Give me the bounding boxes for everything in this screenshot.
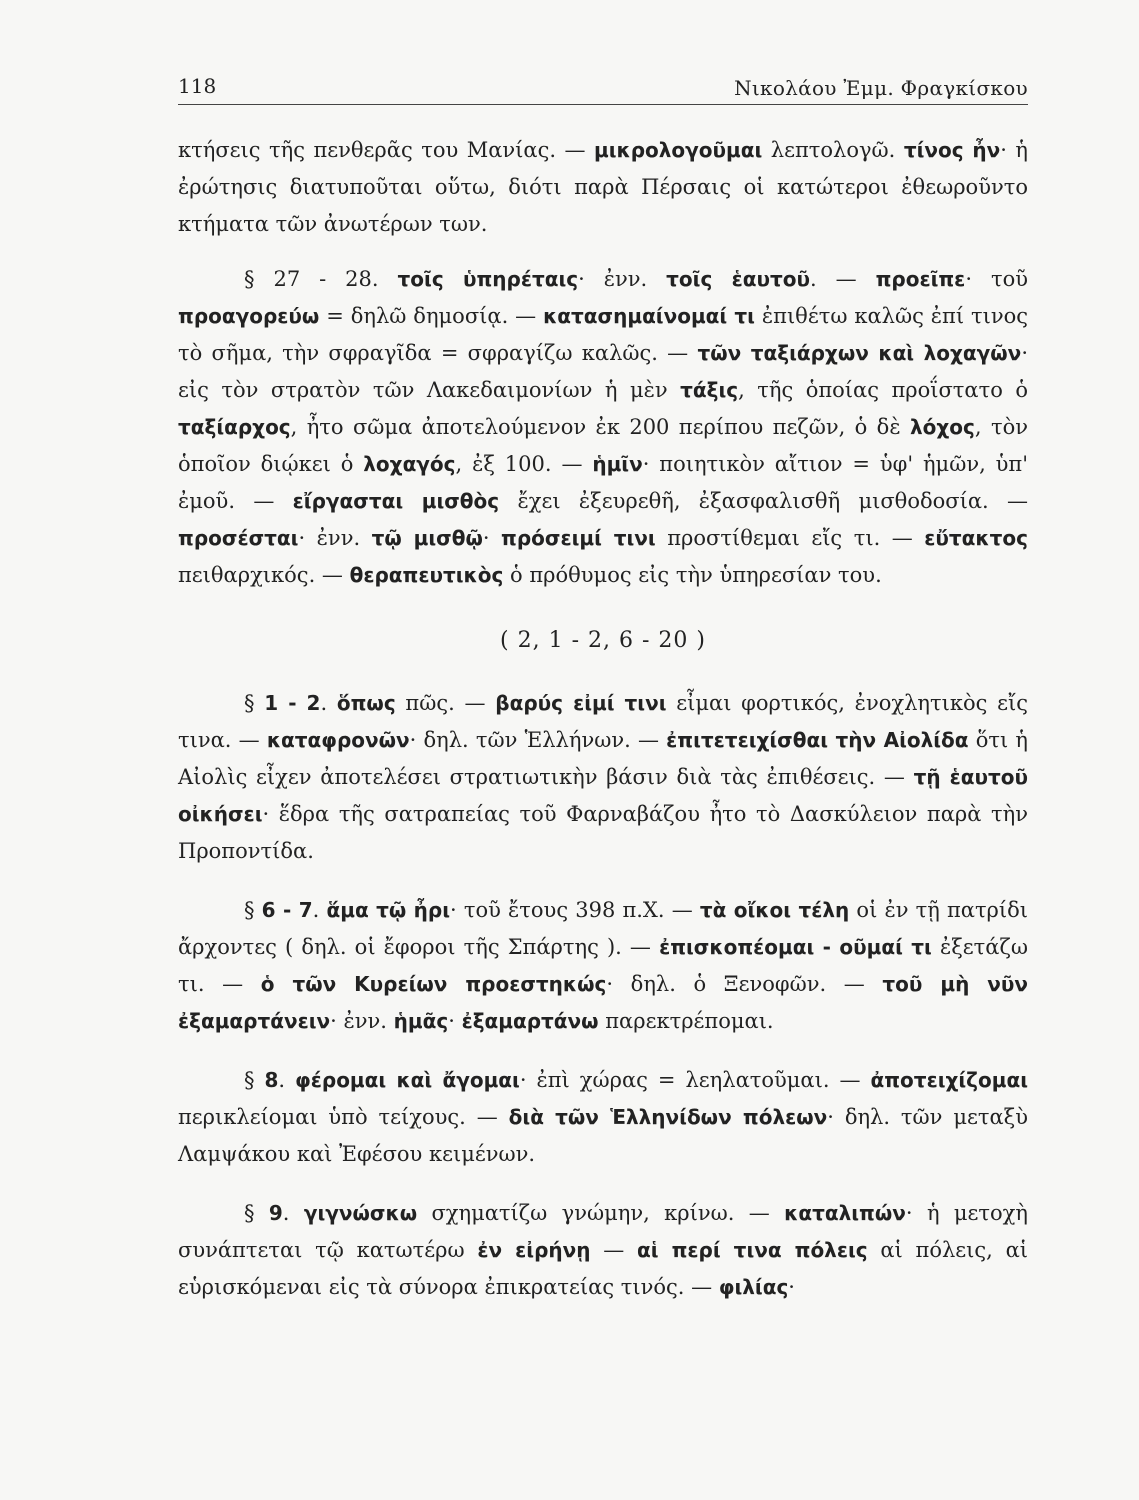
lemma-term: τοῖς ἑαυτοῦ bbox=[666, 267, 810, 291]
gloss-text: § 27 - 28. bbox=[244, 267, 398, 291]
gloss-text: . bbox=[312, 898, 327, 922]
lemma-term: φιλίας bbox=[718, 1275, 789, 1299]
gloss-text: , ἐξ 100. — bbox=[455, 452, 593, 476]
lemma-term: τοῦ μὴ νῦν ἐξαμαρτάνειν bbox=[178, 972, 1028, 1033]
lemma-term: τάξις bbox=[680, 378, 739, 402]
lemma-term: 1 - 2 bbox=[264, 691, 321, 715]
gloss-text: πῶς. — bbox=[395, 691, 496, 715]
lemma-term: προαγορεύω bbox=[178, 304, 320, 328]
lemma-term: καταφρονῶν bbox=[266, 728, 410, 752]
lemma-term: λοχαγός bbox=[363, 452, 456, 476]
gloss-text: ἐξετάζω τι. — bbox=[178, 935, 1028, 996]
gloss-text: ὁ πρόθυμος εἰς τὴν ὑπηρεσίαν του. bbox=[503, 563, 882, 587]
gloss-text: · ἐνν. bbox=[330, 1009, 394, 1033]
gloss-text: · εἰς τὸν στρατὸν τῶν Λακεδαιμονίων ἡ μὲν bbox=[178, 341, 1028, 402]
lemma-term: θεραπευτικὸς bbox=[349, 563, 504, 587]
running-title: Νικολάου Ἐμμ. Φραγκίσκου bbox=[734, 76, 1028, 100]
gloss-text: · ἐνν. bbox=[298, 526, 372, 550]
gloss-text: , τὸν ὁποῖον διῴκει ὁ bbox=[178, 415, 1028, 476]
lemma-term: ἐξαμαρτάνω bbox=[461, 1009, 599, 1033]
gloss-text: § bbox=[244, 691, 265, 715]
gloss-text: κτήσεις τῆς πενθερᾶς του Μανίας. — bbox=[178, 138, 594, 162]
lemma-term: τὰ οἴκοι τέλη bbox=[699, 898, 850, 922]
gloss-text: · ἡ ἐρώτησις διατυποῦται οὕτω, διότι παρὰ Πέρσαις οἱ κατώτεροι ἐθεωροῦντο κτήματα τῶν ἀνωτέρων των. bbox=[178, 138, 1028, 236]
gloss-text: ὅτι ἡ Αἰολὶς εἶχεν ἀποτελέσει στρατιωτικὴν βάσιν διὰ τὰς ἐπιθέσεις. — bbox=[178, 728, 1028, 789]
gloss-text: · ἡ μετοχὴ συνάπτεται τῷ κατωτέρω bbox=[178, 1201, 1028, 1262]
lemma-term: ὅπως bbox=[336, 691, 396, 715]
lemma-term: ταξίαρχος bbox=[178, 415, 291, 439]
gloss-text: αἱ πόλεις, αἱ εὑρισκόμεναι εἰς τὰ σύνορα ἐπικρατείας τινός. — bbox=[178, 1238, 1028, 1299]
gloss-text: οἱ ἐν τῇ πατρίδι ἄρχοντες ( δηλ. οἱ ἔφοροι τῆς Σπάρτης ). — bbox=[178, 898, 1029, 959]
gloss-text: προστίθεμαι εἴς τι. — bbox=[655, 526, 925, 550]
lemma-term: πρόσειμί τινι bbox=[501, 526, 656, 550]
commentary-paragraph bbox=[178, 261, 1028, 594]
gloss-text: . bbox=[320, 691, 337, 715]
gloss-text: λεπτολογῶ. bbox=[762, 138, 904, 162]
gloss-text: § bbox=[244, 898, 262, 922]
gloss-text: , τῆς ὁποίας προΐστατο ὁ bbox=[738, 378, 1028, 402]
gloss-text: · ἐνν. bbox=[578, 267, 667, 291]
gloss-text: § bbox=[244, 1201, 269, 1225]
gloss-text: = δηλῶ δημοσίᾳ. — bbox=[319, 304, 544, 328]
gloss-text: · ἐπὶ χώρας = λεηλατοῦμαι. — bbox=[519, 1068, 871, 1092]
gloss-text: σχηματίζω γνώμην, κρίνω. — bbox=[417, 1201, 785, 1225]
gloss-text: · τοῦ bbox=[965, 267, 1028, 291]
gloss-text: · δηλ. ὁ Ξενοφῶν. — bbox=[606, 972, 883, 996]
gloss-text: . — bbox=[809, 267, 876, 291]
commentary-paragraph bbox=[178, 1195, 1028, 1306]
lemma-term: ἅμα τῷ ἦρι bbox=[326, 898, 451, 922]
lemma-term: μικρολογοῦμαι bbox=[594, 138, 763, 162]
gloss-text: πειθαρχικός. — bbox=[178, 563, 350, 587]
commentary-paragraph bbox=[178, 132, 1028, 243]
gloss-text: · ποιητικὸν αἴτιον = ὑφ' ἡμῶν, ὑπ' ἐμοῦ. — bbox=[178, 452, 1028, 513]
lemma-term: ὁ τῶν Κυρείων προεστηκώς bbox=[260, 972, 607, 996]
gloss-text: · τοῦ ἔτους 398 π.Χ. — bbox=[450, 898, 700, 922]
commentary-body bbox=[178, 132, 1028, 1306]
lemma-term: ἀποτειχίζομαι bbox=[870, 1068, 1028, 1092]
gloss-text: · bbox=[482, 526, 502, 550]
lemma-term: προεῖπε bbox=[875, 267, 966, 291]
gloss-text: , ἦτο σῶμα ἀποτελούμενον ἐκ 200 περίπου πεζῶν, ὁ δὲ bbox=[290, 415, 910, 439]
lemma-term: αἱ περί τινα πόλεις bbox=[637, 1238, 868, 1262]
lemma-term: τῶν ταξιάρχων καὶ λοχαγῶν bbox=[697, 341, 1022, 365]
gloss-text: . bbox=[278, 1068, 296, 1092]
lemma-term: καταλιπών bbox=[784, 1201, 906, 1225]
gloss-text: · bbox=[448, 1009, 462, 1033]
lemma-term: εἴργασται μισθὸς bbox=[292, 489, 500, 513]
lemma-term: ἡμᾶς bbox=[393, 1009, 449, 1033]
gloss-text: — bbox=[590, 1238, 638, 1262]
commentary-paragraph bbox=[178, 685, 1028, 870]
lemma-term: γιγνώσκω bbox=[303, 1201, 418, 1225]
page-header bbox=[178, 70, 1028, 110]
lemma-term: βαρύς εἰμί τινι bbox=[495, 691, 667, 715]
gloss-text: · ἕδρα τῆς σατραπείας τοῦ Φαρναβάζου ἦτο τὸ Δασκύλειον παρὰ τὴν Προποντίδα. bbox=[178, 802, 1028, 863]
lemma-term: τίνος ἦν bbox=[903, 138, 1001, 162]
commentary-paragraph bbox=[178, 1062, 1028, 1173]
lemma-term: 8 bbox=[264, 1068, 279, 1092]
gloss-text: παρεκτρέπομαι. bbox=[598, 1009, 774, 1033]
gloss-text: ἐπιθέτω καλῶς ἐπί τινος τὸ σῆμα, τὴν σφραγῖδα = σφραγίζω καλῶς. — bbox=[178, 304, 1028, 365]
gloss-text: · δηλ. τῶν μεταξὺ Λαμψάκου καὶ Ἐφέσου κειμένων. bbox=[178, 1105, 1029, 1166]
gloss-text: . bbox=[282, 1201, 304, 1225]
section-heading: ( 2, 1 - 2, 6 - 20 ) bbox=[500, 628, 706, 653]
lemma-term: ἐπιτετειχίσθαι τὴν Αἰολίδα bbox=[666, 728, 969, 752]
lemma-term: τῇ ἑαυτοῦ οἰκήσει bbox=[178, 765, 1028, 826]
gloss-text: εἶμαι φορτικός, ἐνοχλητικὸς εἴς τινα. — bbox=[178, 691, 1028, 752]
lemma-term: εὔτακτος bbox=[924, 526, 1028, 550]
lemma-term: ἐπισκοπέομαι - οῦμαί τι bbox=[659, 935, 932, 959]
lemma-term: ἡμῖν bbox=[592, 452, 643, 476]
gloss-text: · δηλ. τῶν Ἑλλήνων. — bbox=[409, 728, 667, 752]
lemma-term: τοῖς ὑπηρέταις bbox=[397, 267, 579, 291]
header-rule bbox=[178, 104, 1028, 105]
lemma-term: τῷ μισθῷ bbox=[371, 526, 483, 550]
lemma-term: προσέσται bbox=[178, 526, 299, 550]
gloss-text: ἔχει ἐξευρεθῆ, ἐξασφαλισθῆ μισθοδοσία. — bbox=[499, 489, 1028, 513]
lemma-term: λόχος bbox=[909, 415, 975, 439]
gloss-text: · bbox=[788, 1275, 795, 1299]
lemma-term: ἐν εἰρήνῃ bbox=[477, 1238, 591, 1262]
page-number: 118 bbox=[178, 74, 217, 98]
lemma-term: διὰ τῶν Ἑλληνίδων πόλεων bbox=[508, 1105, 828, 1129]
lemma-term: 6 - 7 bbox=[261, 898, 313, 922]
gloss-text: § bbox=[244, 1068, 265, 1092]
commentary-paragraph bbox=[178, 892, 1028, 1040]
lemma-term: κατασημαίνομαί τι bbox=[543, 304, 755, 328]
gloss-text: περικλείομαι ὑπὸ τείχους. — bbox=[178, 1105, 509, 1129]
lemma-term: 9 bbox=[268, 1201, 283, 1225]
lemma-term: φέρομαι καὶ ἄγομαι bbox=[295, 1068, 520, 1092]
